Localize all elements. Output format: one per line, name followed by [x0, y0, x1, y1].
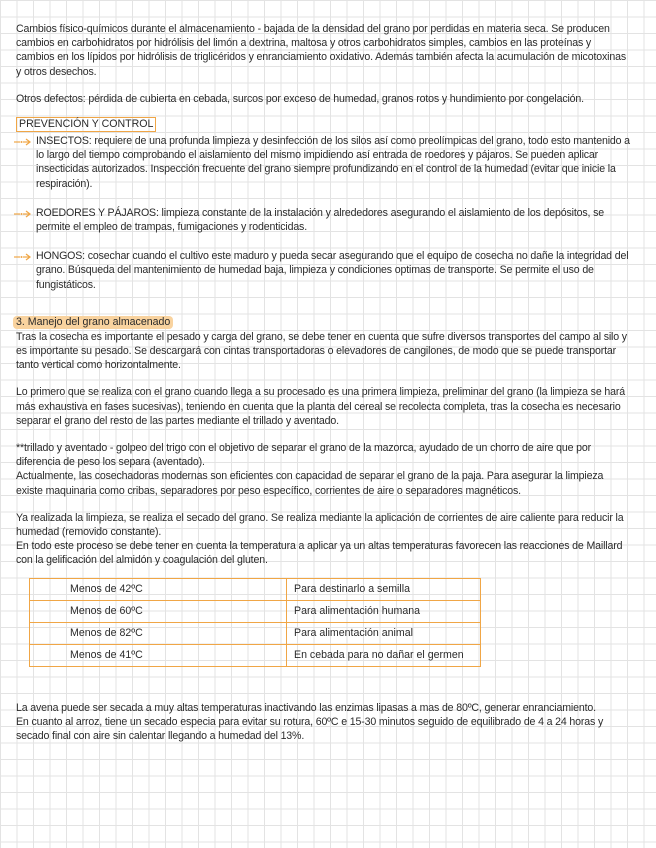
bullet-text: INSECTOS: requiere de una profunda limpieza y desinfección de los silos así como preolímpicas del grano, todo esto mantenido a lo largo del tiempo comprobando el aislamiento del mismo impidiendo así entrada de roedores y pájaros. Se pueden aplicar insecticidas autorizados. Inspección frecuente del grano siempre profundizando en el control de la humedad (evitar que inicie la respiración). [36, 135, 630, 190]
bullet-hongos [16, 249, 632, 292]
bullet-text: HONGOS: cosechar cuando el cultivo este maduro y pueda secar asegurando que el equipo de cosecha no dañe la integridad del grano. Búsqueda del mantenimiento de humedad baja, limpieza y condiciones optimas de transporte. Se permite el uso de fungistáticos. [36, 250, 629, 291]
table-cell-temp: Menos de 60ºC [30, 600, 287, 622]
paragraph-cambios: Cambios físico-químicos durante el almacenamiento - bajada de la densidad del grano por perdidas en materia seca. Se producen cambios en carbohidratos por hidrólisis del limón a dextrina, maltosa y otros carbohidratos simples, cambios en las proteínas y cambios en los lípidos por hidrólisis de triglicéridos y enranciamiento oxidativo. Además también afecta la acumulación de micotoxinas y otros desechos. [16, 23, 626, 78]
paragraph-trillado: **trillado y aventado - golpeo del trigo con el objetivo de separar el grano de la mazorca, ayudado de un chorro de aire que por diferencia de peso los separa (aventado). [16, 442, 592, 469]
table-row [30, 644, 481, 666]
paragraph-otros-defectos: Otros defectos: pérdida de cubierta en cebada, surcos por exceso de humedad, granos rotos y hundimiento por congelación. [16, 92, 584, 105]
table-row [30, 622, 481, 644]
manejo-heading: 3. Manejo del grano almacenado [13, 316, 173, 329]
table-cell-temp: Menos de 82ºC [30, 622, 287, 644]
table-cell-use: Para alimentación animal [287, 622, 481, 644]
bullet-roedores [16, 206, 632, 234]
paragraph-pesado: Tras la cosecha es importante el pesado y carga del grano, se debe tener en cuenta que sufre diversos transportes del campo al silo y es importante su pesado. Se descargará con cintas transportadoras o elevadores de cangilones, de modo que se puede transportar tanto vertical como horizontalmente. [16, 330, 627, 372]
bullet-text: ROEDORES Y PÁJAROS: limpieza constante de la instalación y alrededores asegurando el aislamiento de los depósitos, se permite el empleo de trampas, fumigaciones y rodenticidas. [36, 206, 604, 234]
table-cell-use: Para alimentación humana [287, 600, 481, 622]
paragraph-temperatura: En todo este proceso se debe tener en cuenta la temperatura a aplicar ya un altas temperaturas favorecen las reacciones de Maillard con la gelificación del almidón y coagulación del gluten. [16, 540, 623, 567]
table-cell-use: Para destinarlo a semilla [287, 578, 481, 600]
table-cell-temp: Menos de 42ºC [30, 578, 287, 600]
table-row [30, 600, 481, 622]
paragraph-avena: La avena puede ser secada a muy altas temperaturas inactivando las enzimas lipasas a mas de 80ºC, generar enranciamiento. [16, 701, 596, 714]
table-cell-use: En cebada para no dañar el germen [287, 644, 481, 666]
document-page [16, 22, 632, 743]
arrow-bullet-icon [14, 138, 32, 146]
paragraph-limpieza: Lo primero que se realiza con el grano cuando llega a su procesado es una primera limpieza, preliminar del grano (la limpieza se hará más exhaustiva en fases sucesivas), teniendo en cuenta que la planta del cereal se recolecta completa, tras la cosecha es necesario separar el grano del resto de las partes mediante el trillado y aventado. [16, 386, 625, 427]
table-row [30, 578, 481, 600]
arrow-bullet-icon [14, 253, 32, 261]
arrow-bullet-icon [14, 210, 32, 218]
prevencion-heading: PREVENCIÓN Y CONTROL [16, 117, 156, 132]
paragraph-arroz: En cuanto al arroz, tiene un secado especia para evitar su rotura, 60ºC e 15-30 minutos seguido de equilibrado de 4 a 24 horas y secado final con aire sin calentar llegando a humedad del 13%. [16, 715, 604, 743]
paragraph-cosechadoras: Actualmente, las cosechadoras modernas son eficientes con capacidad de separar el grano de la paja. Para asegurar la limpieza existe maquinaria como cribas, separadores por peso específico, corrientes de aire o separadores magnéticos. [16, 470, 604, 497]
paragraph-secado: Ya realizada la limpieza, se realiza el secado del grano. Se realiza mediante la aplicación de corrientes de aire caliente para reducir la humedad (removido constante). [16, 511, 624, 539]
table-cell-temp: Menos de 41ºC [30, 644, 287, 666]
temperature-table [29, 578, 481, 667]
bullet-insectos [16, 134, 632, 191]
